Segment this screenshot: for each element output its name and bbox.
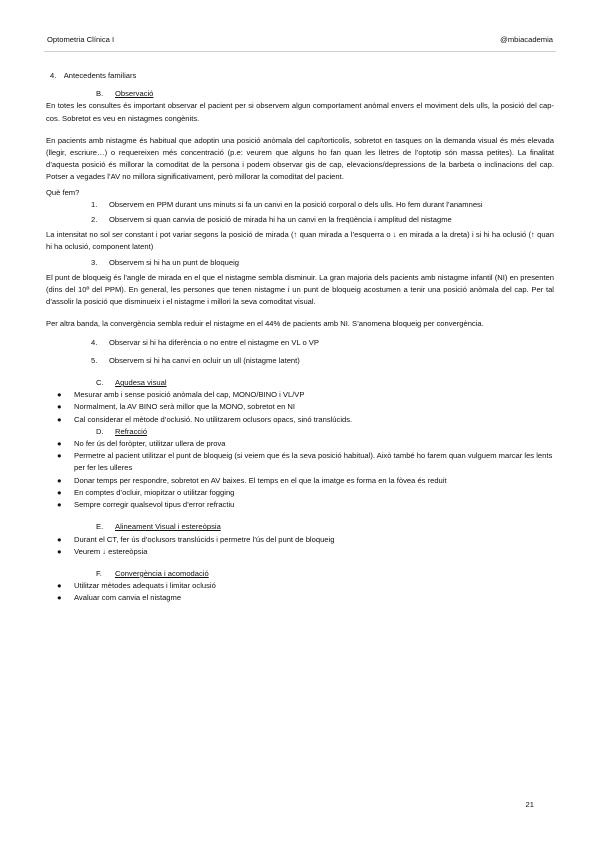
paragraph: En pacients amb nistagme és habitual que adoptin una posició anòmala del cap/torticolis, sobretot en tasques on la demanda visual és més elevada (llegir, escriure…) o requereixen més concentració (p.e: veurem que alguns ho fan quan les lletres de l’optotip són massa petites). La finalitat d’aquesta posició és millorar la comoditat de la persona i podem observar gis de cap, elevacions/depressions de la barbeta o inclinacions del cap. Potser a vegades l’AV no millora significativament, però millorar la comoditat del pacient. <box>46 135 554 182</box>
bullet-icon: ● <box>57 593 62 603</box>
subsection-letter: D. <box>96 426 104 436</box>
bullet-icon: ● <box>57 414 62 424</box>
subsection-heading-e <box>96 521 554 533</box>
bullet-text: No fer ús del foròpter, utilitzar ullera de prova <box>74 439 226 449</box>
bullet-item <box>57 499 554 511</box>
bullet-icon: ● <box>57 500 62 510</box>
paragraph: La intensitat no sol ser constant i pot variar segons la posició de mirada (↑ quan mirada a l’esquerra o ↓ en mirada a la dreta) i si hi ha oclusió (↑ quan hi ha oclusió, component latent) <box>46 230 554 252</box>
subsection-letter: F. <box>96 568 102 578</box>
bullet-text: Durant el CT, fer ús d’oclusors translúcids i permetre l’ús del punt de bloqueig <box>74 534 335 544</box>
subsection-heading-c <box>96 377 554 389</box>
bullet-icon: ● <box>57 546 62 556</box>
header-handle: @mbiacademia <box>500 35 553 44</box>
subsection-heading-d <box>96 426 554 438</box>
bullet-item <box>57 487 554 499</box>
bullet-item <box>57 475 554 487</box>
bullet-item <box>57 546 554 558</box>
paragraph: Per altra banda, la convergència sembla reduir el nistagme en el 44% de pacients amb NI. S’anomena bloqueig per convergència. <box>46 319 484 329</box>
bullet-text: Sempre corregir qualsevol tipus d’error refractiu <box>74 500 235 510</box>
bullet-icon: ● <box>57 439 62 449</box>
subsection-letter: C. <box>96 378 104 388</box>
subsection-title: Refracció <box>115 426 148 436</box>
bullet-item <box>57 438 554 450</box>
bullet-text: Cal considerar el mètode d’oclusió. No utilitzarem oclusors opacs, sinó translúcids. <box>74 414 353 424</box>
item-number: 3. <box>91 257 98 267</box>
numbered-item <box>91 257 554 269</box>
bullet-text: En comptes d’ocluir, miopitzar o utilitzar fogging <box>74 487 235 497</box>
paragraph: En totes les consultes és important observar el pacient per si observem algun comportament anòmal envers el moviment dels ulls, la posició del cap-cos. Sobretot es veu en nistagmes congènits. <box>46 101 554 123</box>
item-number: 5. <box>91 355 98 365</box>
item-text: Observem en PPM durant uns minuts si fa un canvi en la posició corporal o dels ulls. Ho fem durant l’anamnesi <box>109 199 483 209</box>
bullet-text: Mesurar amb i sense posició anòmala del cap, MONO/BINO i VL/VP <box>74 390 305 400</box>
bullet-text: Veurem ↓ estereòpsia <box>74 546 148 556</box>
numbered-item <box>91 199 554 211</box>
subsection-heading-f <box>96 568 554 580</box>
numbered-item <box>91 337 554 349</box>
item-text: Observar si hi ha diferència o no entre el nistagme en VL o VP <box>109 337 319 347</box>
subsection-title: Agudesa visual <box>115 378 167 388</box>
question-heading: Què fem? <box>46 187 80 197</box>
page-number: 21 <box>525 800 534 809</box>
item-text: Observem si hi ha canvi en ocluir un ull (nistagme latent) <box>109 355 300 365</box>
section-number: 4. <box>50 71 57 80</box>
bullet-item <box>57 389 554 401</box>
subsection-heading-b <box>96 88 554 100</box>
bullet-icon: ● <box>57 487 62 497</box>
item-number: 2. <box>91 215 98 225</box>
bullet-text: Permetre al pacient utilitzar el punt de bloqueig (si veiem que és la seva posició habitual). Això també ho farem quan vulguem marcar les lents per fer les ulleres <box>74 451 553 473</box>
bullet-item <box>57 592 554 604</box>
bullet-item <box>57 450 554 474</box>
bullet-text: Utilitzar mètodes adequats i limitar oclusió <box>74 581 216 591</box>
bullet-icon: ● <box>57 475 62 485</box>
bullet-text: Donar temps per respondre, sobretot en AV baixes. El temps en el que la imatge es forma en la fòvea és reduit <box>74 475 447 485</box>
item-text: Observem si hi ha un punt de bloqueig <box>109 257 240 267</box>
item-number: 1. <box>91 199 98 209</box>
bullet-item <box>57 414 554 426</box>
paragraph: El punt de bloqueig és l’angle de mirada en el que el nistagme sembla disminuir. La gran majoria dels pacients amb nistagme infantil (NI) en presenten (dins del 10º del PPM). En general, les persones que tenen nistagme i un punt de bloqueig acostumen a tenir una posició anòmala del cap. Per tal d’assolir la posició que disminueix i el nistagme i millori la seva comoditat visual. <box>46 272 554 307</box>
section-title: Antecedents familiars <box>63 71 137 80</box>
bullet-icon: ● <box>57 390 62 400</box>
subsection-title: Convergència i acomodació <box>115 568 209 578</box>
header-course-title: Optometria Clínica I <box>47 35 115 44</box>
bullet-text: Normalment, la AV BINO serà millor que la MONO, sobretot en NI <box>74 402 295 412</box>
bullet-icon: ● <box>57 581 62 591</box>
section-heading-4 <box>50 70 554 82</box>
subsection-letter: B. <box>96 89 104 99</box>
bullet-item <box>57 534 554 546</box>
subsection-title: Alineament Visual i estereòpsia <box>115 522 221 532</box>
numbered-item <box>91 355 554 367</box>
document-body <box>46 70 554 605</box>
subsection-title: Observació <box>115 89 154 99</box>
bullet-item <box>57 580 554 592</box>
bullet-text: Avaluar com canvia el nistagme <box>74 593 182 603</box>
subsection-letter: E. <box>96 522 104 532</box>
bullet-icon: ● <box>57 534 62 544</box>
item-number: 4. <box>91 337 98 347</box>
bullet-item <box>57 401 554 413</box>
page-header <box>47 35 553 44</box>
header-divider <box>44 51 556 52</box>
item-text: Observem si quan canvia de posició de mirada hi ha un canvi en la freqüència i amplitud del nistagme <box>109 215 452 225</box>
bullet-icon: ● <box>57 402 62 412</box>
numbered-item <box>91 214 554 226</box>
bullet-icon: ● <box>57 451 62 461</box>
